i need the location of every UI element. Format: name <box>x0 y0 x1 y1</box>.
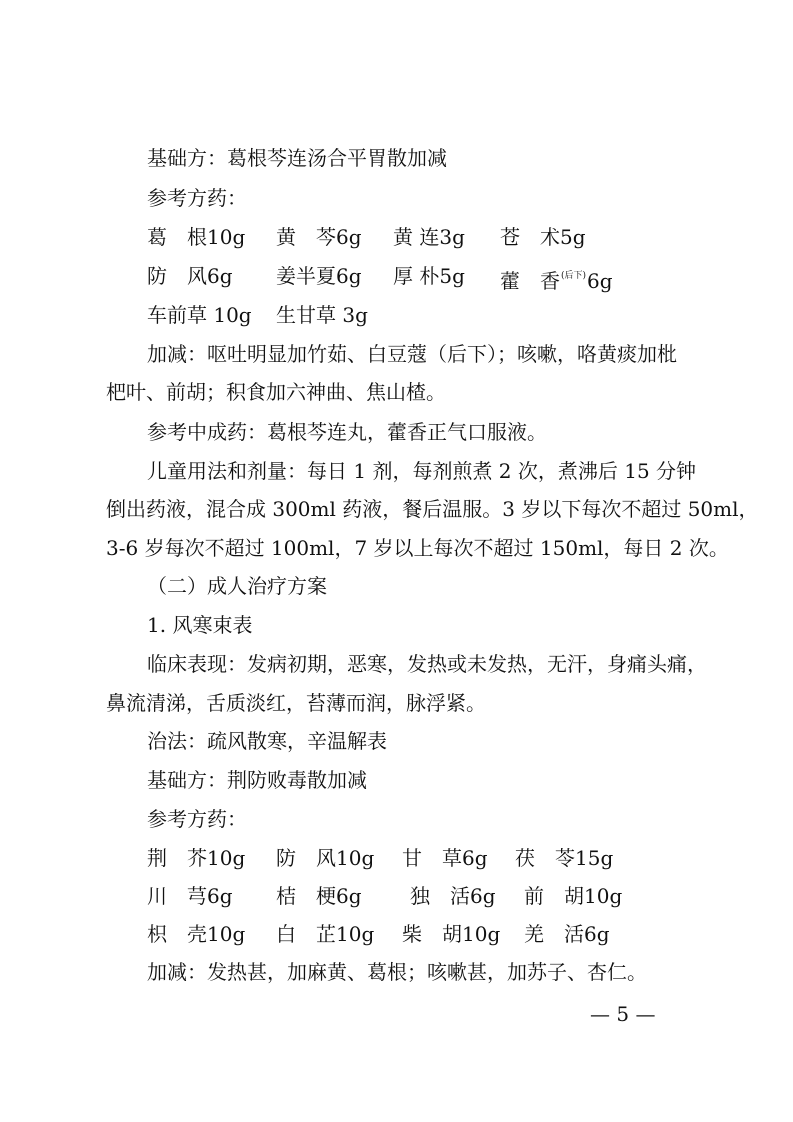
section-heading: （二）成人治疗方案 <box>147 574 327 598</box>
ref-herbs-label: 参考方药： <box>147 186 247 210</box>
page-number: — 5 — <box>590 1002 656 1026</box>
base-formula-line: 基础方：荆防败毒散加减 <box>147 768 367 792</box>
clinical-line-1: 临床表现：发病初期，恶寒，发热或未发热，无汗，身痛头痛， <box>147 652 707 676</box>
patent-medicine-line: 参考中成药：葛根芩连丸，藿香正气口服液。 <box>147 420 547 444</box>
dosage-line-3: 3-6 岁每次不超过 100ml，7 岁以上每次不超过 150ml，每日 2 次。 <box>106 536 729 560</box>
herb-item: 黄 芩6g <box>276 225 362 249</box>
subsection-heading: 1. 风寒束表 <box>147 613 253 637</box>
modification-line: 加减：发热甚，加麻黄、葛根；咳嗽甚，加苏子、杏仁。 <box>147 960 647 984</box>
herb-item: 生甘草 3g <box>276 303 368 327</box>
herb-item: 防 风10g <box>276 846 375 870</box>
clinical-line-2: 鼻流清涕，舌质淡红，苔薄而润，脉浮紧。 <box>106 691 486 715</box>
herb-item: 茯 苓15g <box>515 846 614 870</box>
herb-item: 白 芷10g <box>276 922 375 946</box>
herb-item: 黄 连3g <box>393 225 465 249</box>
herb-item-huoxiang <box>500 264 613 293</box>
modification-line-2: 杷叶、前胡；积食加六神曲、焦山楂。 <box>106 380 446 404</box>
modification-line-1: 加减：呕吐明显加竹茹、白豆蔻（后下）；咳嗽，咯黄痰加枇 <box>147 342 677 366</box>
herb-item: 桔 梗6g <box>276 884 362 908</box>
herb-item: 防 风6g <box>147 264 233 288</box>
herb-item: 羌 活6g <box>524 922 610 946</box>
herb-item: 苍 术5g <box>500 225 586 249</box>
herb-item: 荆 芥10g <box>147 846 246 870</box>
herb-item: 独 活6g <box>410 884 496 908</box>
herb-item: 葛 根10g <box>147 225 246 249</box>
herb-item: 前 胡10g <box>524 884 623 908</box>
herb-item: 柴 胡10g <box>402 922 501 946</box>
herb-item: 厚 朴5g <box>393 264 465 288</box>
herb-item: 枳 壳10g <box>147 922 246 946</box>
dosage-line-2: 倒出药液，混合成 300ml 药液，餐后温服。3 岁以下每次不超过 50ml， <box>106 497 759 521</box>
base-formula-line: 基础方：葛根芩连汤合平胃散加减 <box>147 146 447 170</box>
ref-herbs-label: 参考方药： <box>147 807 247 831</box>
treatment-line: 治法：疏风散寒，辛温解表 <box>147 729 387 753</box>
herb-name: 藿 香 <box>500 269 560 293</box>
herb-item: 姜半夏6g <box>276 264 362 288</box>
herb-item: 甘 草6g <box>402 846 488 870</box>
herb-dose: 6g <box>587 269 613 293</box>
herb-item: 车前草 10g <box>147 303 252 327</box>
herb-item: 川 芎6g <box>147 884 233 908</box>
dosage-line-1: 儿童用法和剂量：每日 1 剂，每剂煎煮 2 次，煮沸后 15 分钟 <box>147 459 697 483</box>
decoct-later-note: (后下) <box>561 271 587 281</box>
